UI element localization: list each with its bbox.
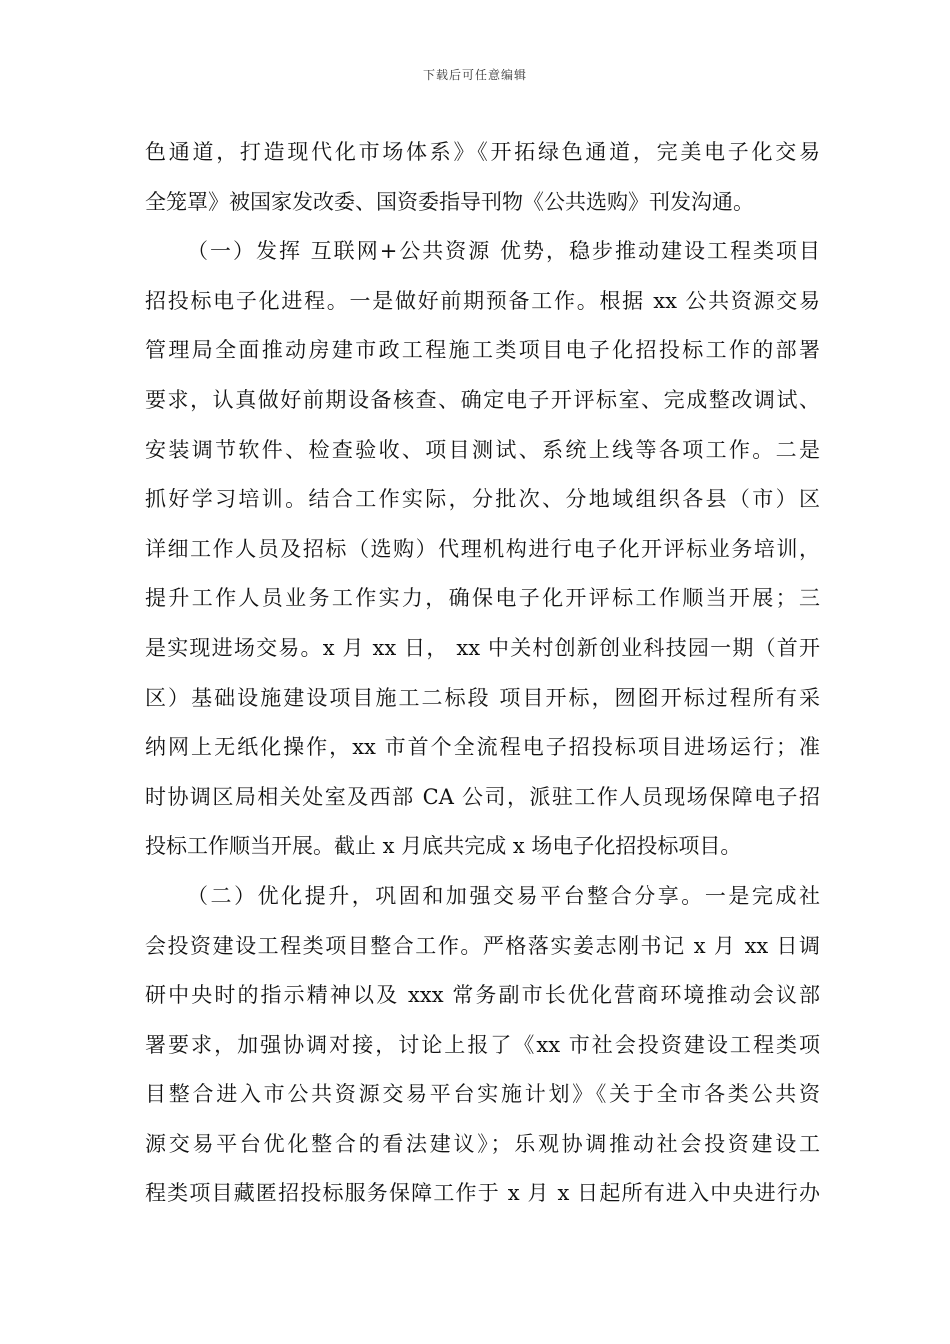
text-line: （一）发挥 互联网+公共资源 优势，稳步推动建设工程类项目 [187, 239, 820, 264]
text-line: 投标工作顺当开展。截止 x 月底共完成 x 场电子化招投标项目。 [145, 834, 742, 859]
text-line: 提升工作人员业务工作实力，确保电子化开评标工作顺当开展；三 [145, 586, 820, 611]
text-line: 全笼罩》被国家发改委、国资委指导刊物《公共选购》刊发沟通。 [145, 189, 754, 214]
document-body [145, 128, 820, 1219]
text-line: 招投标电子化进程。一是做好前期预备工作。根据 xx 公共资源交易 [145, 288, 820, 313]
text-line: 署要求，加强协调对接，讨论上报了《xx 市社会投资建设工程类项 [145, 1032, 820, 1057]
text-line: 研中央时的指示精神以及 xxx 常务副市长优化营商环境推动会议部 [145, 983, 820, 1008]
text-line: 要求，认真做好前期设备核查、确定电子开评标室、完成整改调试、 [145, 387, 820, 412]
text-line: 时协调区局相关处室及西部 CA 公司，派驻工作人员现场保障电子招 [145, 784, 820, 809]
page-header: 下载后可任意编辑 [422, 68, 527, 82]
text-line: 详细工作人员及招标（选购）代理机构进行电子化开评标业务培训， [145, 536, 820, 561]
text-line: 管理局全面推动房建市政工程施工类项目电子化招投标工作的部署 [145, 338, 820, 363]
text-line: 抓好学习培训。结合工作实际，分批次、分地域组织各县（市）区 [145, 487, 820, 512]
text-line: 程类项目藏匿招投标服务保障工作于 x 月 x 日起所有进入中央进行办 [145, 1181, 820, 1206]
text-line: 色通道，打造现代化市场体系》《开拓绿色通道，完美电子化交易 [145, 140, 820, 164]
text-line: 安装调节软件、检查验收、项目测试、系统上线等各项工作。二是 [145, 437, 820, 462]
text-line: 源交易平台优化整合的看法建议》；乐观协调推动社会投资建设工 [145, 1131, 820, 1156]
text-line: （二）优化提升，巩固和加强交易平台整合分享。一是完成社 [187, 883, 820, 908]
text-line: 目整合进入市公共资源交易平台实施计划》《关于全市各类公共资 [145, 1082, 820, 1107]
text-line: 纳网上无纸化操作，xx 市首个全流程电子招投标项目进场运行；准 [145, 735, 820, 760]
text-line: 会投资建设工程类项目整合工作。严格落实姜志刚书记 x 月 xx 日调 [145, 933, 820, 958]
text-line: 区）基础设施建设项目施工二标段 项目开标，囫囵开标过程所有采 [145, 685, 820, 710]
text-line: 是实现进场交易。x 月 xx 日， xx 中关村创新创业科技园一期（首开 [145, 635, 820, 660]
